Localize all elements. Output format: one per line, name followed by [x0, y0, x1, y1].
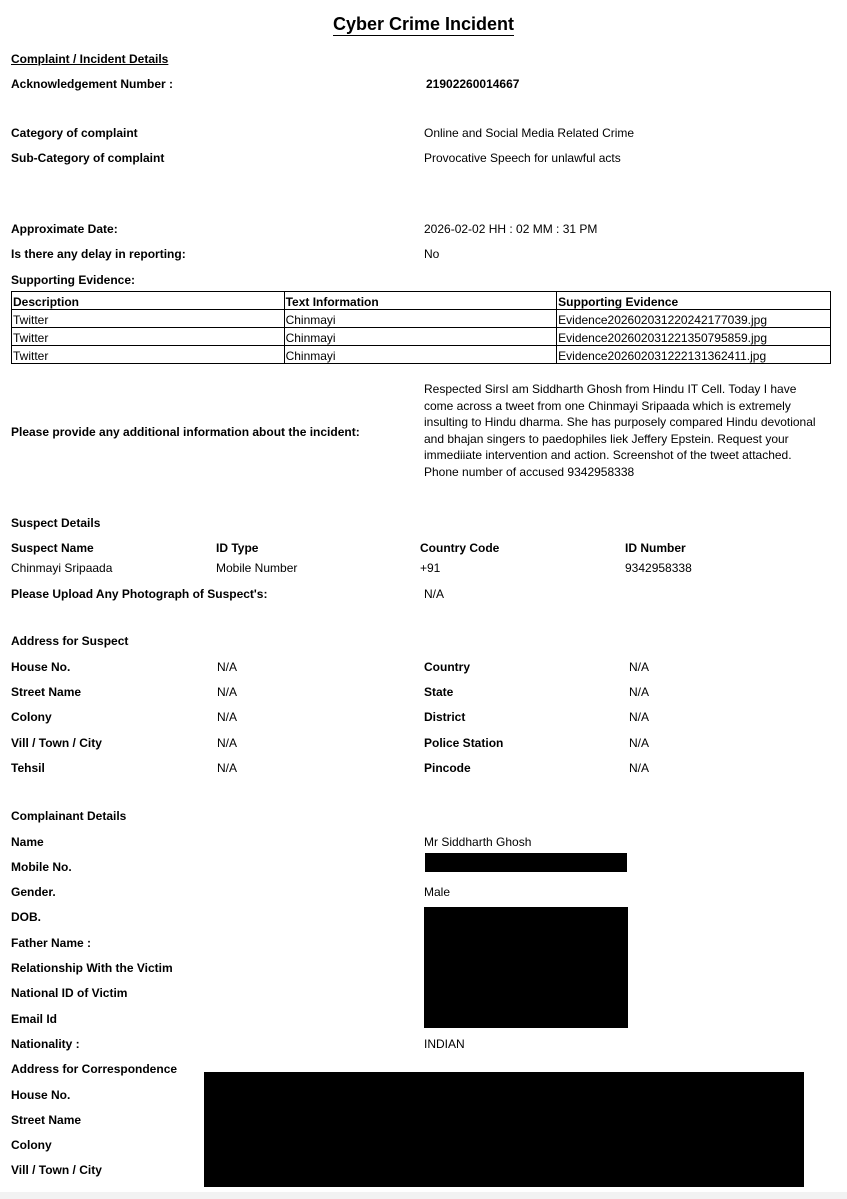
approx-date-label: Approximate Date:: [11, 222, 118, 236]
suspect-name-header: Suspect Name: [11, 541, 94, 555]
subcategory-value: Provocative Speech for unlawful acts: [424, 151, 621, 165]
complainant-name-value: Mr Siddharth Ghosh: [424, 835, 532, 849]
evidence-header-row: [12, 292, 831, 310]
evidence-table: [11, 291, 831, 364]
nationality-value: INDIAN: [424, 1037, 465, 1051]
evidence-description: Twitter: [12, 346, 285, 364]
suspect-police-value: N/A: [629, 736, 650, 750]
suspect-section-heading: Suspect Details: [11, 516, 101, 530]
id-type-header: ID Type: [216, 541, 259, 555]
suspect-tehsil-label: Tehsil: [11, 761, 45, 775]
evidence-file: Evidence20260203122024217703​9.jpg: [557, 310, 831, 328]
table-row: [12, 346, 831, 364]
mobile-redaction: [425, 853, 627, 872]
corr-city-label: Vill / Town / City: [11, 1163, 102, 1177]
page-bottom-edge: [0, 1192, 847, 1199]
email-label: Email Id: [11, 1012, 58, 1026]
corr-house-label: House No.: [11, 1088, 71, 1102]
category-value: Online and Social Media Related Crime: [424, 126, 635, 140]
evidence-text: Chinmayi: [284, 328, 557, 346]
id-number-value: 9342958338: [625, 561, 692, 575]
suspect-photo-label: Please Upload Any Photograph of Suspect's:: [11, 587, 268, 601]
evidence-header-description: Description: [12, 292, 285, 310]
evidence-description: Twitter: [12, 310, 285, 328]
table-row: [12, 310, 831, 328]
evidence-label: Supporting Evidence:: [11, 273, 136, 287]
ack-value: 21902260014667: [426, 77, 520, 91]
suspect-tehsil-value: N/A: [217, 761, 238, 775]
father-name-label: Father Name :: [11, 936, 92, 950]
evidence-file: Evidence20260203122135079585​9.jpg: [557, 328, 831, 346]
delay-value: No: [424, 247, 440, 261]
delay-label: Is there any delay in reporting:: [11, 247, 186, 261]
suspect-country-label: Country: [424, 660, 470, 674]
ack-label: Acknowledgement Number :: [11, 77, 174, 91]
corr-street-label: Street Name: [11, 1113, 82, 1127]
personal-details-redaction: [424, 907, 628, 1028]
suspect-house-value: N/A: [217, 660, 238, 674]
suspect-district-value: N/A: [629, 710, 650, 724]
evidence-file: Evidence20260203122213136241​1.jpg: [557, 346, 831, 364]
suspect-house-label: House No.: [11, 660, 71, 674]
gender-value: Male: [424, 885, 451, 899]
category-label: Category of complaint: [11, 126, 138, 140]
suspect-police-label: Police Station: [424, 736, 504, 750]
suspect-address-heading: Address for Suspect: [11, 634, 129, 648]
mobile-label: Mobile No.: [11, 860, 72, 874]
country-code-value: +91: [420, 561, 441, 575]
correspondence-label: Address for Correspondence: [11, 1062, 178, 1076]
dob-label: DOB.: [11, 910, 41, 924]
id-type-value: Mobile Number: [216, 561, 298, 575]
document-title: Cyber Crime Incident: [332, 14, 515, 34]
complainant-section-heading: Complainant Details: [11, 809, 127, 823]
evidence-header-file: Supporting Evidence: [557, 292, 831, 310]
section-incident-heading: Complaint / Incident Details: [11, 52, 169, 66]
suspect-city-value: N/A: [217, 736, 238, 750]
evidence-header-text: Text Information: [284, 292, 557, 310]
national-id-label: National ID of Victim: [11, 986, 128, 1000]
suspect-district-label: District: [424, 710, 466, 724]
evidence-text: Chinmayi: [284, 346, 557, 364]
suspect-colony-value: N/A: [217, 710, 238, 724]
corr-colony-label: Colony: [11, 1138, 52, 1152]
suspect-street-value: N/A: [217, 685, 238, 699]
suspect-pincode-label: Pincode: [424, 761, 471, 775]
additional-info-text: Respected SirsI am Siddharth Ghosh from Hindu IT Cell. Today I have come across a tweet from one Chinmayi Sripaada which is extremely insulting to Hindu dharma. She has purposely compared Hindu devotional and bhajan singers to paedophiles liek Jeffery Epstein. Request your immediiate intervention and action. Screenshot of the tweet attached. Phone number of accused 9342958338: [424, 382, 816, 479]
suspect-state-label: State: [424, 685, 454, 699]
evidence-description: Twitter: [12, 328, 285, 346]
suspect-state-value: N/A: [629, 685, 650, 699]
evidence-text: Chinmayi: [284, 310, 557, 328]
suspect-photo-value: N/A: [424, 587, 445, 601]
suspect-city-label: Vill / Town / City: [11, 736, 102, 750]
additional-info-label: Please provide any additional information about the incident:: [11, 425, 360, 439]
table-row: [12, 328, 831, 346]
suspect-pincode-value: N/A: [629, 761, 650, 775]
suspect-colony-label: Colony: [11, 710, 52, 724]
nationality-label: Nationality :: [11, 1037, 80, 1051]
subcategory-label: Sub-Category of complaint: [11, 151, 165, 165]
id-number-header: ID Number: [625, 541, 686, 555]
document-title-wrap: [0, 14, 847, 35]
complainant-name-label: Name: [11, 835, 44, 849]
approx-date-value: 2026-02-02 HH : 02 MM : 31 PM: [424, 222, 598, 236]
suspect-country-value: N/A: [629, 660, 650, 674]
country-code-header: Country Code: [420, 541, 500, 555]
gender-label: Gender.: [11, 885, 56, 899]
relationship-label: Relationship With the Victim: [11, 961, 173, 975]
suspect-street-label: Street Name: [11, 685, 82, 699]
address-redaction: [204, 1072, 804, 1187]
suspect-name-value: Chinmayi Sripaada: [11, 561, 113, 575]
